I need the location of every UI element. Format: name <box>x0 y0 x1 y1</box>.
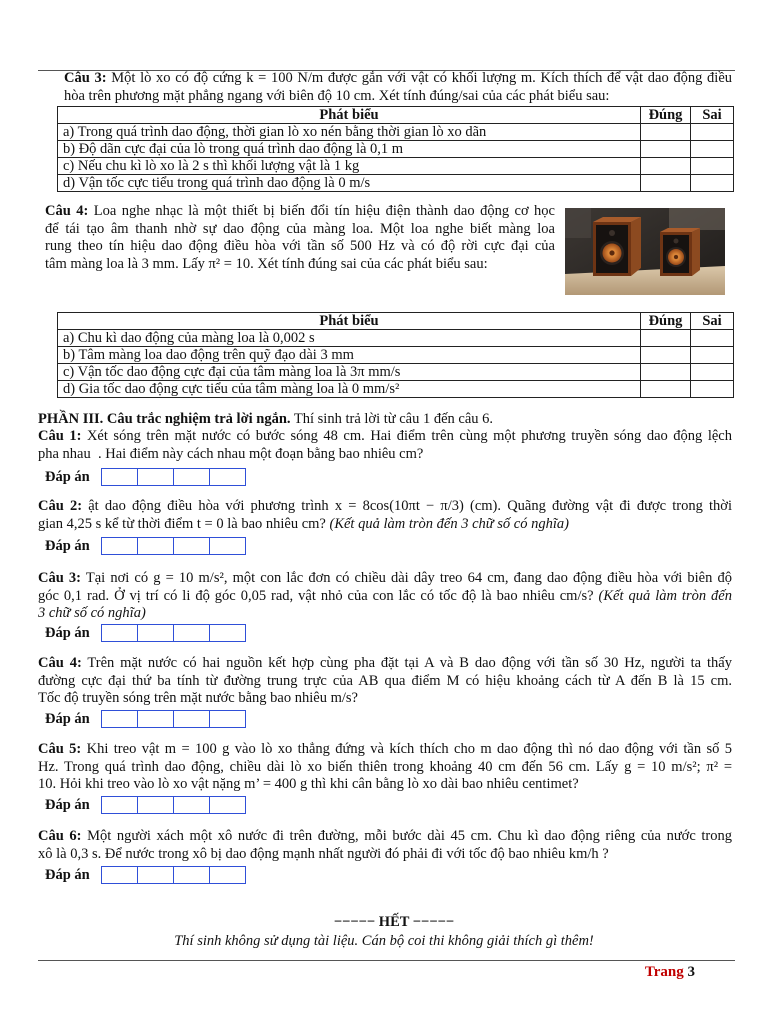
answer-box-cell <box>102 867 137 883</box>
footer-rule <box>38 960 735 961</box>
answer-boxes <box>101 710 246 728</box>
question-label: Câu 4: <box>45 203 89 219</box>
answer-box-cell <box>137 797 173 813</box>
question-text: đường cực đại thứ ba tính từ đường trung trực của AB qua điểm M có hiệu khoảng cách từ A đến B là 15 cm. <box>38 672 732 689</box>
true-cell <box>641 347 691 364</box>
question-line <box>38 846 732 864</box>
question-text: để tái tạo âm thanh nhờ sự dao động của màng loa. Một loa nghe biết màng loa <box>45 220 555 237</box>
right-speaker <box>660 228 700 276</box>
header-false: Sai <box>691 313 734 330</box>
question-text: Một lò xo có độ cứng k = 100 N/m được gắn với vật có khối lượng m. Kích thích để vật dao động điều <box>111 70 733 86</box>
question-text: pha nhau . Hai điểm này cách nhau một đoạn bằng bao nhiêu cm? <box>38 445 424 462</box>
answer-box-cell <box>102 797 137 813</box>
answer-label: Đáp án <box>45 797 90 813</box>
page-word: Trang <box>644 964 684 980</box>
question-text: Loa nghe nhạc là một thiết bị biến đổi tín hiệu điện thành dao động cơ học <box>93 203 555 219</box>
answer-boxes <box>101 537 246 555</box>
question-label: Câu 3: <box>38 570 81 586</box>
table-row <box>58 124 734 141</box>
table-header-row <box>58 313 734 330</box>
question-text: Một người xách một xô nước đi trên đường, mỗi bước dài 45 cm. Chu kì dao động riêng của nước trong <box>87 828 732 844</box>
answer-row-6 <box>45 866 246 884</box>
question-line <box>38 690 732 708</box>
question-line <box>45 256 555 274</box>
part2-question-4 <box>45 203 555 273</box>
answer-box-cell <box>209 711 245 727</box>
answer-box-cell <box>173 797 209 813</box>
question-text: Hz. Trong quá trình dao động, chiều dài lò xo biến thiên trong khoảng 40 cm đến 56 cm. Lấy g = 10 m/s²; π² = <box>38 758 732 775</box>
speaker-photo <box>565 208 725 295</box>
question-label: Câu 5: <box>38 741 82 757</box>
question-text: ật dao động điều hòa với phương trình x = 8cos(10πt − π/3) (cm). Quãng đường vật đi được trong thời <box>88 498 732 514</box>
header-true: Đúng <box>641 107 691 124</box>
statement-cell: d) Vận tốc cực tiểu trong quá trình dao động là 0 m/s <box>58 175 641 192</box>
answer-box-cell <box>209 867 245 883</box>
table-row <box>58 330 734 347</box>
question-line <box>45 203 555 221</box>
question-line <box>64 88 732 106</box>
part3-question-6 <box>38 828 732 863</box>
rounding-note: (Kết quả làm tròn đến <box>598 587 732 604</box>
question-text: Tại nơi có g = 10 m/s², một con lắc đơn có chiều dài dây treo 64 cm, đang dao động điều hòa với biên độ <box>85 570 732 586</box>
true-cell <box>641 364 691 381</box>
answer-box-cell <box>102 711 137 727</box>
answer-box-cell <box>173 538 209 554</box>
true-cell <box>641 381 691 398</box>
answer-row-1 <box>45 468 246 486</box>
answer-box-cell <box>137 867 173 883</box>
question-line <box>38 828 732 846</box>
part3-heading: PHẦN III. Câu trắc nghiệm trả lời ngắn. <box>38 411 291 427</box>
statement-cell: b) Tâm màng loa dao động trên quỹ đạo dài 3 mm <box>58 347 641 364</box>
answer-box-cell <box>137 711 173 727</box>
question-line <box>38 498 732 516</box>
answer-box-cell <box>173 711 209 727</box>
true-cell <box>641 124 691 141</box>
false-cell <box>691 381 734 398</box>
question-line <box>38 605 732 623</box>
table-row <box>58 364 734 381</box>
question-label: Câu 6: <box>38 828 82 844</box>
question-line <box>38 570 732 588</box>
question-line <box>45 221 555 239</box>
answer-box-cell <box>209 538 245 554</box>
true-cell <box>641 158 691 175</box>
question-label: Câu 3: <box>64 70 107 86</box>
part3-question-3 <box>38 570 732 623</box>
answer-box-cell <box>173 867 209 883</box>
answer-boxes <box>101 624 246 642</box>
answer-boxes <box>101 866 246 884</box>
statement-cell: c) Vận tốc dao động cực đại của tâm màng loa là 3π mm/s <box>58 364 641 381</box>
question-text: hòa trên phương mặt phẳng ngang với biên độ 10 cm. Xét tính đúng/sai của các phát biểu sau: <box>64 87 610 104</box>
true-false-table-q4 <box>57 312 734 398</box>
question-line <box>64 70 732 88</box>
question-text: góc 0,1 rad. Ở vị trí có li độ góc 0,05 rad, vật nhỏ của con lắc có tốc độ là bao nhiêu cm/s? <box>38 587 594 604</box>
statement-cell: d) Gia tốc dao động cực tiểu của tâm màng loa là 0 mm/s² <box>58 381 641 398</box>
question-line <box>38 446 732 464</box>
question-line <box>45 238 555 256</box>
part3-heading-line <box>38 411 732 429</box>
answer-row-3 <box>45 624 246 642</box>
true-cell <box>641 175 691 192</box>
false-cell <box>691 124 734 141</box>
question-text: 10. Hỏi khi treo vào lò xo vật nặng m’ = 400 g thì khi cân bằng lò xo dài bao nhiêu centimet? <box>38 776 579 792</box>
part3-question-1 <box>38 428 732 463</box>
true-false-table-q3 <box>57 106 734 192</box>
false-cell <box>691 347 734 364</box>
exam-notice: Thí sinh không sử dụng tài liệu. Cán bộ coi thi không giải thích gì thêm! <box>174 933 594 949</box>
question-line <box>38 428 732 446</box>
question-line <box>38 655 732 673</box>
part3-question-5 <box>38 741 732 794</box>
answer-boxes <box>101 796 246 814</box>
true-cell <box>641 330 691 347</box>
answer-box-cell <box>102 469 137 485</box>
answer-box-cell <box>102 538 137 554</box>
answer-label: Đáp án <box>45 625 90 641</box>
question-text: Khi treo vật m = 100 g vào lò xo thẳng đứng và kích thích cho m dao động thì nó dao động với tần số 5 <box>86 741 732 757</box>
question-label: Câu 2: <box>38 498 83 514</box>
question-line <box>38 588 732 606</box>
question-text: gian 4,25 s kể từ thời điểm t = 0 là bao nhiêu cm? <box>38 515 326 532</box>
part2-question-3 <box>64 70 732 105</box>
question-label: Câu 4: <box>38 655 82 671</box>
true-cell <box>641 141 691 158</box>
answer-row-2 <box>45 537 246 555</box>
statement-cell: c) Nếu chu kì lò xo là 2 s thì khối lượng vật là 1 kg <box>58 158 641 175</box>
false-cell <box>691 175 734 192</box>
statement-cell: a) Trong quá trình dao động, thời gian lò xo nén bằng thời gian lò xo dãn <box>58 124 641 141</box>
end-marker: −−−−− HẾT −−−−− <box>333 914 455 930</box>
answer-label: Đáp án <box>45 867 90 883</box>
table-row <box>58 175 734 192</box>
table-row <box>58 347 734 364</box>
answer-box-cell <box>209 469 245 485</box>
page-number <box>595 964 695 982</box>
question-text: rung theo tín hiệu dao động điều hòa với tần số 500 Hz và có độ rời cực đại của <box>45 238 555 254</box>
statement-cell: a) Chu kì dao động của màng loa là 0,002 s <box>58 330 641 347</box>
header-statement: Phát biểu <box>58 107 641 124</box>
answer-boxes <box>101 468 246 486</box>
part3-question-4 <box>38 655 732 708</box>
question-line <box>38 776 732 794</box>
rounding-note: (Kết quả làm tròn đến 3 chữ số có nghĩa) <box>329 515 569 532</box>
false-cell <box>691 330 734 347</box>
question-line <box>38 673 732 691</box>
left-speaker <box>593 217 641 276</box>
question-line <box>38 759 732 777</box>
table-row <box>58 158 734 175</box>
false-cell <box>691 158 734 175</box>
question-text: tâm màng loa là 3 mm. Lấy π² = 10. Xét tính đúng sai của các phát biểu sau: <box>45 255 488 272</box>
table-row <box>58 381 734 398</box>
answer-box-cell <box>137 538 173 554</box>
rounding-note: 3 chữ số có nghĩa) <box>38 605 146 621</box>
table-row <box>58 141 734 158</box>
answer-box-cell <box>102 625 137 641</box>
answer-label: Đáp án <box>45 711 90 727</box>
answer-box-cell <box>173 625 209 641</box>
answer-box-cell <box>209 797 245 813</box>
answer-row-4 <box>45 710 246 728</box>
answer-row-5 <box>45 796 246 814</box>
answer-box-cell <box>173 469 209 485</box>
false-cell <box>691 141 734 158</box>
question-text: Trên mặt nước có hai nguồn kết hợp cùng pha đặt tại A và B dao động với tần số 30 Hz, người ta thấy <box>87 655 732 671</box>
question-text: Xét sóng trên mặt nước có bước sóng 48 cm. Hai điểm trên cùng một phương truyền sóng dao động lệch <box>86 428 732 444</box>
question-line <box>38 516 732 534</box>
header-statement: Phát biểu <box>58 313 641 330</box>
answer-box-cell <box>137 625 173 641</box>
answer-box-cell <box>137 469 173 485</box>
question-line <box>38 741 732 759</box>
statement-cell: b) Độ dãn cực đại của lò trong quá trình dao động là 0,1 m <box>58 141 641 158</box>
part3-instruction: Thí sinh trả lời từ câu 1 đến câu 6. <box>293 411 494 427</box>
answer-label: Đáp án <box>45 469 90 485</box>
part3-question-2 <box>38 498 732 533</box>
page-number-value: 3 <box>687 964 695 980</box>
answer-box-cell <box>209 625 245 641</box>
false-cell <box>691 364 734 381</box>
header-false: Sai <box>691 107 734 124</box>
question-text: xô là 0,3 s. Để nước trong xô bị dao động mạnh nhất người đó phải đi với tốc độ bao nhiêu km/h ? <box>38 845 609 862</box>
question-label: Câu 1: <box>38 428 82 444</box>
table-header-row <box>58 107 734 124</box>
header-true: Đúng <box>641 313 691 330</box>
question-text: Tốc độ truyền sóng trên mặt nước bằng bao nhiêu m/s? <box>38 690 358 706</box>
answer-label: Đáp án <box>45 538 90 554</box>
